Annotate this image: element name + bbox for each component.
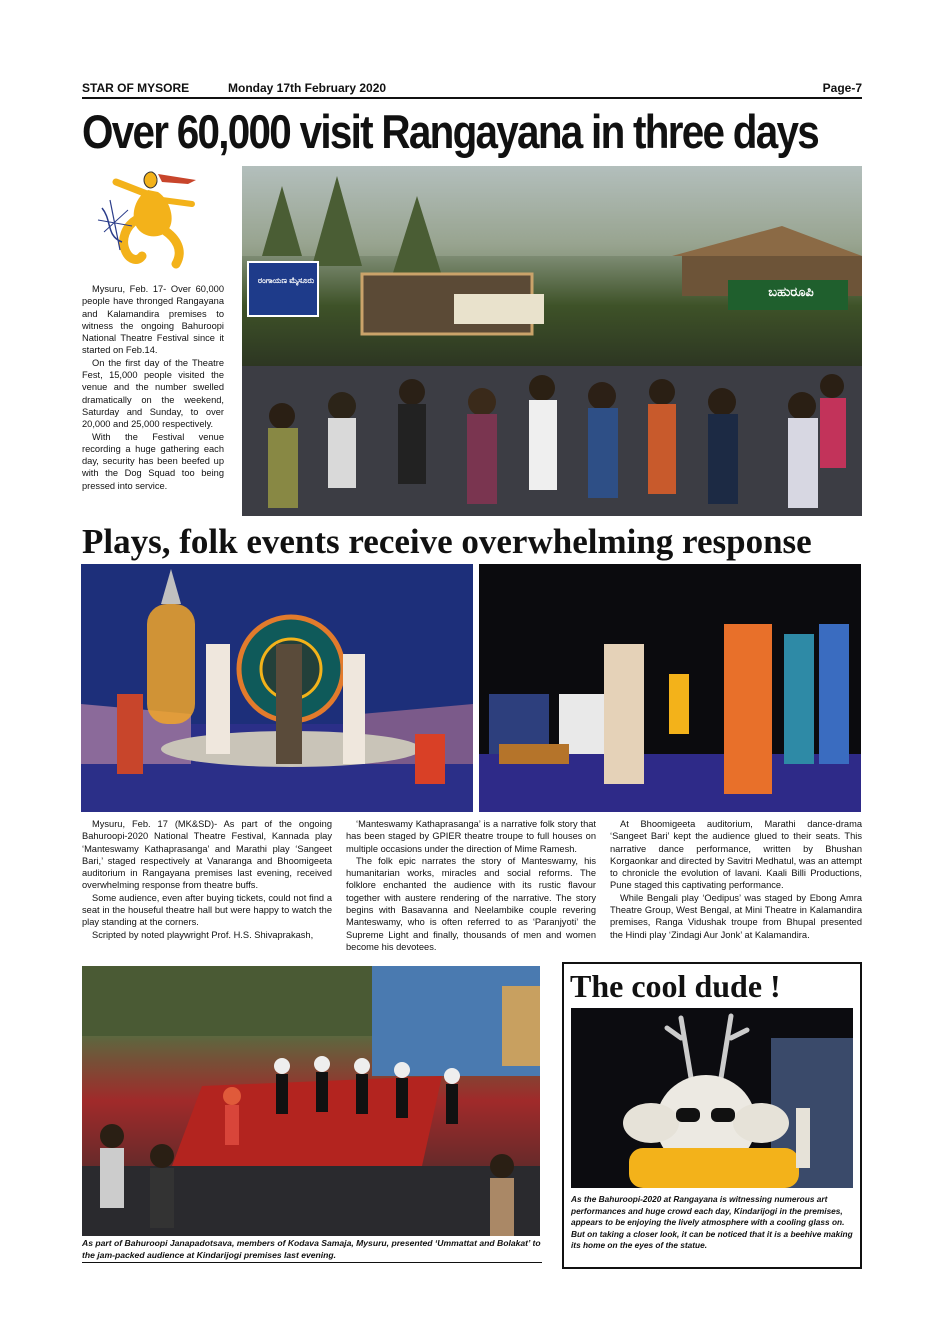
story2-column-3 xyxy=(610,818,862,941)
story2-paragraph: At Bhoomigeeta auditorium, Marathi dance-drama ‘Sangeet Bari’ kept the audience glued to their seats. This narrative dance performance, written by Bhushan Korgaonkar and directed by Savitri Medhatul, was an attempt to chronicle the evolution of lavani. Kaali Billi Productions, Pune staged this captivating performance. xyxy=(610,819,862,891)
bahuroopi-sign: ಬಹುರೂಪಿ xyxy=(768,284,814,299)
story2-paragraph: The folk epic narrates the story of Manteswamy, his humanitarian works, miracles and social reforms. The folklore enchanted the audience with its rustic flavour together with austere rendering of the narrative. The story begins with Basavanna and Neelambike couple revering Manteswamy, who is often referred to as ‘Paranjyoti’ the Supreme Light and finally, thousands of men and women become his devotees. xyxy=(346,855,596,952)
cool-dude-caption: As the Bahuroopi-2020 at Rangayana is witnessing numerous art performances and huge crowd each day, Kindarijogi in the premises, appears to be enjoying the lively atmosphere with a cooling glass on. But on taking a closer look, it can be noticed that it is a beehive making its home on the eyes of the statue. xyxy=(571,1194,853,1251)
story2-paragraph: Scripted by noted playwright Prof. H.S. Shivaprakash, xyxy=(92,929,314,940)
bahuroopi-logo xyxy=(92,160,222,275)
story2-column-1 xyxy=(82,818,332,941)
cool-dude-box xyxy=(562,962,862,1269)
story1-paragraph: On the first day of the Theatre Fest, 15,000 people visited the venue and the number swelled dramatically on the weekend, Saturday and Sunday, to over 20,000 and 25,000 respectively. xyxy=(82,357,224,430)
story2-paragraph: Some audience, even after buying tickets, could not find a seat in the houseful theatre hall but were happy to watch the play standing at the corners. xyxy=(82,892,332,928)
headline-plays: Plays, folk events receive overwhelming response xyxy=(82,522,812,561)
issue-date: Monday 17th February 2020 xyxy=(228,81,387,95)
story1-text xyxy=(82,283,224,492)
crowd-photo xyxy=(242,166,862,516)
story2-paragraph: Mysuru, Feb. 17 (MK&SD)- As part of the ongoing Bahuroopi-2020 National Theatre Festival, Kannada play ‘Manteswamy Kathaprasanga’ and Marathi play ‘Sangeet Bari,’ staged respectively at Vanaranga and Bhoomigeeta auditorium in Rangayana premises last evening, received overwhelming response from theatre buffs. xyxy=(82,819,332,891)
paper-name: STAR OF MYSORE xyxy=(82,81,190,95)
cool-dude-photo xyxy=(571,1008,853,1188)
janapada-photo xyxy=(82,966,540,1236)
story1-paragraph: With the Festival venue recording a huge gathering each day, security has been beefed up with the Dog Squad too being pressed into service. xyxy=(82,431,224,491)
story2-column-2 xyxy=(346,818,596,953)
manteswamy-photo xyxy=(81,564,473,812)
story2-paragraph: ‘Manteswamy Kathaprasanga’ is a narrative folk story that has been staged by GPIER theatre troupe to full houses on multiple occasions under the direction of Mime Ramesh. xyxy=(346,819,596,854)
sangeet-bari-photo xyxy=(479,564,861,812)
story1-paragraph: Mysuru, Feb. 17- Over 60,000 people have thronged Rangayana and Kalamandira premises to witness the ongoing Bahuroopi National Theatre Festival since it started on Feb.14. xyxy=(82,284,224,356)
janapada-caption: As part of Bahuroopi Janapadotsava, members of Kodava Samaja, Mysuru, presented ‘Ummattat and Bolakat’ to the jam-packed audience at Kindarijogi premises last evening. xyxy=(82,1238,541,1260)
headline-rangayana: Over 60,000 visit Rangayana in three days xyxy=(82,105,819,158)
page-number: Page-7 xyxy=(822,81,862,95)
rangayana-sign: ರಂಗಾಯಣ ಮೈಸೂರು xyxy=(257,276,315,285)
divider xyxy=(82,1262,542,1263)
story2-paragraph: While Bengali play ‘Oedipus’ was staged by Ebong Amra Theatre Group, West Bengal, at Mini Theatre in Kalamandira premises, Ranga Vidushak troupe from Bhupal presented the Hindi play ‘Zindagi Aur Jonk’ at Kalamandira. xyxy=(610,892,862,940)
cool-dude-title: The cool dude ! xyxy=(570,968,781,1004)
masthead xyxy=(82,79,862,99)
